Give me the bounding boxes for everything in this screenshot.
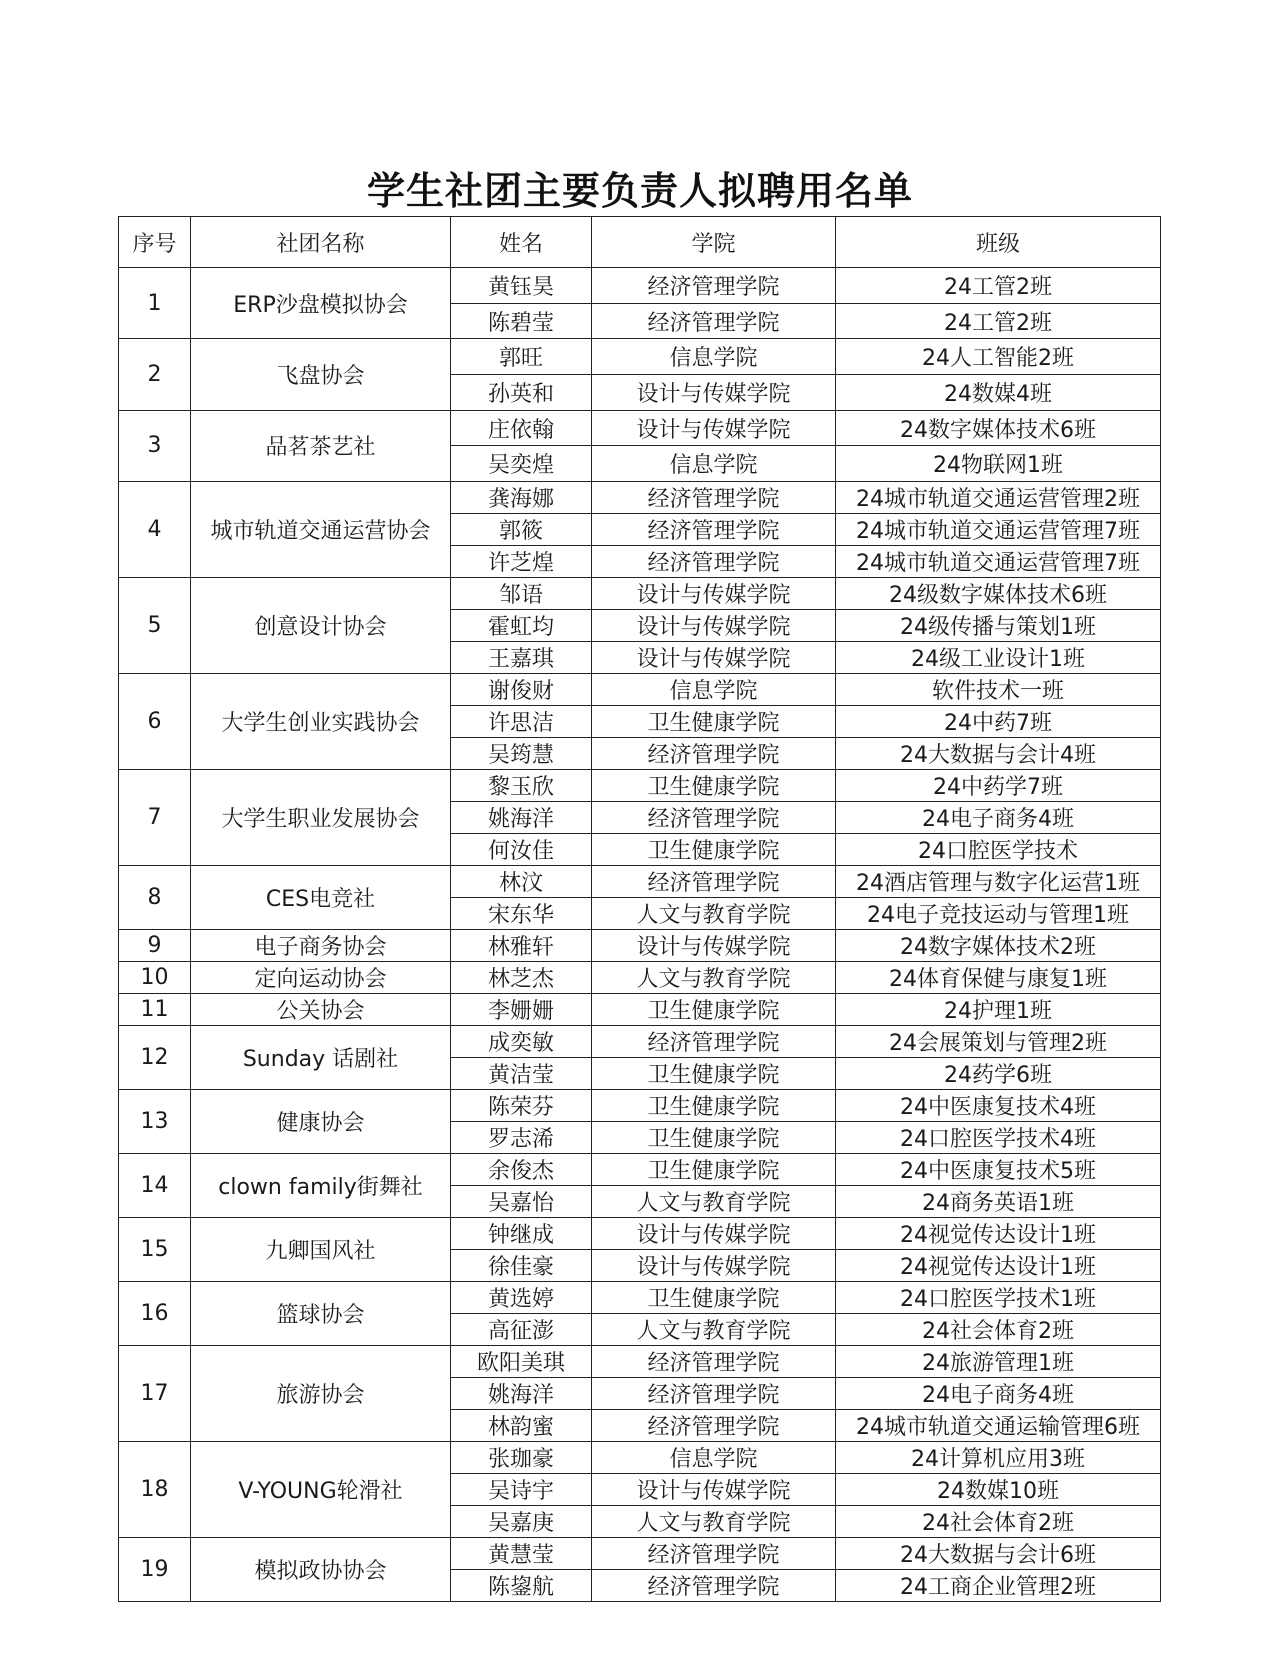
college-cell: 经济管理学院 — [592, 482, 836, 514]
person-name-cell: 姚海洋 — [451, 1378, 592, 1410]
person-name-cell: 宋东华 — [451, 898, 592, 930]
person-name-cell: 黄洁莹 — [451, 1058, 592, 1090]
club-name-cell: V-YOUNG轮滑社 — [191, 1442, 451, 1538]
class-cell: 24电子商务4班 — [836, 802, 1161, 834]
club-name-cell: 健康协会 — [191, 1090, 451, 1154]
class-cell: 24工管2班 — [836, 303, 1161, 339]
person-name-cell: 李姗姗 — [451, 994, 592, 1026]
club-name-cell: 模拟政协协会 — [191, 1538, 451, 1602]
club-name-cell: 电子商务协会 — [191, 930, 451, 962]
table-row — [119, 962, 1161, 994]
class-cell: 24数字媒体技术6班 — [836, 410, 1161, 446]
class-cell: 24工管2班 — [836, 268, 1161, 304]
serial-number-cell: 11 — [119, 994, 191, 1026]
person-name-cell: 黎玉欣 — [451, 770, 592, 802]
table-row — [119, 1442, 1161, 1474]
college-cell: 经济管理学院 — [592, 546, 836, 578]
person-name-cell: 邹语 — [451, 578, 592, 610]
class-cell: 24电子竞技运动与管理1班 — [836, 898, 1161, 930]
person-name-cell: 谢俊财 — [451, 674, 592, 706]
table-row — [119, 339, 1161, 375]
class-cell: 24电子商务4班 — [836, 1378, 1161, 1410]
person-name-cell: 钟继成 — [451, 1218, 592, 1250]
class-cell: 24级工业设计1班 — [836, 642, 1161, 674]
college-cell: 人文与教育学院 — [592, 962, 836, 994]
person-name-cell: 黄钰昊 — [451, 268, 592, 304]
club-name-cell: clown family街舞社 — [191, 1154, 451, 1218]
person-name-cell: 郭筱 — [451, 514, 592, 546]
college-cell: 经济管理学院 — [592, 268, 836, 304]
table-row — [119, 410, 1161, 446]
serial-number-cell: 2 — [119, 339, 191, 410]
class-cell: 24中药7班 — [836, 706, 1161, 738]
college-cell: 卫生健康学院 — [592, 994, 836, 1026]
college-cell: 经济管理学院 — [592, 1538, 836, 1570]
class-cell: 24级数字媒体技术6班 — [836, 578, 1161, 610]
serial-number-cell: 12 — [119, 1026, 191, 1090]
class-cell: 24体育保健与康复1班 — [836, 962, 1161, 994]
college-cell: 设计与传媒学院 — [592, 610, 836, 642]
serial-number-cell: 15 — [119, 1218, 191, 1282]
college-cell: 经济管理学院 — [592, 1346, 836, 1378]
header-club-name: 社团名称 — [191, 217, 451, 268]
class-cell: 24药学6班 — [836, 1058, 1161, 1090]
serial-number-cell: 18 — [119, 1442, 191, 1538]
club-name-cell: 创意设计协会 — [191, 578, 451, 674]
serial-number-cell: 7 — [119, 770, 191, 866]
class-cell: 24城市轨道交通运营管理2班 — [836, 482, 1161, 514]
college-cell: 经济管理学院 — [592, 303, 836, 339]
person-name-cell: 成奕敏 — [451, 1026, 592, 1058]
class-cell: 24级传播与策划1班 — [836, 610, 1161, 642]
class-cell: 24酒店管理与数字化运营1班 — [836, 866, 1161, 898]
table-row — [119, 1538, 1161, 1570]
class-cell: 24数字媒体技术2班 — [836, 930, 1161, 962]
class-cell: 24计算机应用3班 — [836, 1442, 1161, 1474]
college-cell: 信息学院 — [592, 446, 836, 482]
class-cell: 软件技术一班 — [836, 674, 1161, 706]
serial-number-cell: 3 — [119, 410, 191, 481]
serial-number-cell: 4 — [119, 482, 191, 578]
club-name-cell: 旅游协会 — [191, 1346, 451, 1442]
club-name-cell: 大学生职业发展协会 — [191, 770, 451, 866]
college-cell: 经济管理学院 — [592, 1378, 836, 1410]
page-title: 学生社团主要负责人拟聘用名单 — [366, 169, 913, 213]
serial-number-cell: 14 — [119, 1154, 191, 1218]
club-name-cell: 定向运动协会 — [191, 962, 451, 994]
person-name-cell: 高征澎 — [451, 1314, 592, 1346]
serial-number-cell: 19 — [119, 1538, 191, 1602]
class-cell: 24会展策划与管理2班 — [836, 1026, 1161, 1058]
class-cell: 24商务英语1班 — [836, 1186, 1161, 1218]
college-cell: 卫生健康学院 — [592, 1122, 836, 1154]
class-cell: 24人工智能2班 — [836, 339, 1161, 375]
person-name-cell: 林芝杰 — [451, 962, 592, 994]
person-name-cell: 吴诗宇 — [451, 1474, 592, 1506]
person-name-cell: 吴奕煌 — [451, 446, 592, 482]
class-cell: 24口腔医学技术 — [836, 834, 1161, 866]
person-name-cell: 罗志浠 — [451, 1122, 592, 1154]
person-name-cell: 龚海娜 — [451, 482, 592, 514]
club-name-cell: 大学生创业实践协会 — [191, 674, 451, 770]
college-cell: 人文与教育学院 — [592, 1186, 836, 1218]
table-row — [119, 866, 1161, 898]
header-person-name: 姓名 — [451, 217, 592, 268]
class-cell: 24城市轨道交通运输管理6班 — [836, 1410, 1161, 1442]
club-name-cell: 城市轨道交通运营协会 — [191, 482, 451, 578]
class-cell: 24中医康复技术4班 — [836, 1090, 1161, 1122]
college-cell: 经济管理学院 — [592, 866, 836, 898]
person-name-cell: 王嘉琪 — [451, 642, 592, 674]
table-row — [119, 1218, 1161, 1250]
class-cell: 24视觉传达设计1班 — [836, 1218, 1161, 1250]
college-cell: 设计与传媒学院 — [592, 375, 836, 411]
college-cell: 人文与教育学院 — [592, 898, 836, 930]
table-row — [119, 770, 1161, 802]
college-cell: 经济管理学院 — [592, 1410, 836, 1442]
college-cell: 人文与教育学院 — [592, 1506, 836, 1538]
serial-number-cell: 9 — [119, 930, 191, 962]
class-cell: 24城市轨道交通运营管理7班 — [836, 514, 1161, 546]
college-cell: 卫生健康学院 — [592, 1282, 836, 1314]
college-cell: 设计与传媒学院 — [592, 578, 836, 610]
person-name-cell: 何汝佳 — [451, 834, 592, 866]
person-name-cell: 吴嘉怡 — [451, 1186, 592, 1218]
table-body — [119, 268, 1161, 1602]
club-name-cell: 飞盘协会 — [191, 339, 451, 410]
class-cell: 24视觉传达设计1班 — [836, 1250, 1161, 1282]
class-cell: 24城市轨道交通运营管理7班 — [836, 546, 1161, 578]
serial-number-cell: 13 — [119, 1090, 191, 1154]
college-cell: 设计与传媒学院 — [592, 1250, 836, 1282]
college-cell: 卫生健康学院 — [592, 1090, 836, 1122]
header-row — [119, 217, 1161, 268]
class-cell: 24工商企业管理2班 — [836, 1570, 1161, 1602]
college-cell: 经济管理学院 — [592, 1026, 836, 1058]
club-name-cell: Sunday 话剧社 — [191, 1026, 451, 1090]
class-cell: 24口腔医学技术1班 — [836, 1282, 1161, 1314]
person-name-cell: 黄选婷 — [451, 1282, 592, 1314]
person-name-cell: 黄慧莹 — [451, 1538, 592, 1570]
college-cell: 卫生健康学院 — [592, 1058, 836, 1090]
person-name-cell: 陈鋆航 — [451, 1570, 592, 1602]
college-cell: 设计与传媒学院 — [592, 930, 836, 962]
class-cell: 24口腔医学技术4班 — [836, 1122, 1161, 1154]
college-cell: 人文与教育学院 — [592, 1314, 836, 1346]
college-cell: 设计与传媒学院 — [592, 410, 836, 446]
person-name-cell: 林汶 — [451, 866, 592, 898]
college-cell: 卫生健康学院 — [592, 834, 836, 866]
person-name-cell: 郭旺 — [451, 339, 592, 375]
college-cell: 经济管理学院 — [592, 802, 836, 834]
appointment-table — [118, 216, 1161, 1602]
header-class: 班级 — [836, 217, 1161, 268]
person-name-cell: 徐佳豪 — [451, 1250, 592, 1282]
college-cell: 卫生健康学院 — [592, 706, 836, 738]
header-serial-number: 序号 — [119, 217, 191, 268]
table-row — [119, 1026, 1161, 1058]
person-name-cell: 庄依翰 — [451, 410, 592, 446]
person-name-cell: 许思洁 — [451, 706, 592, 738]
college-cell: 经济管理学院 — [592, 1570, 836, 1602]
class-cell: 24中药学7班 — [836, 770, 1161, 802]
college-cell: 信息学院 — [592, 1442, 836, 1474]
class-cell: 24数媒4班 — [836, 375, 1161, 411]
class-cell: 24大数据与会计4班 — [836, 738, 1161, 770]
person-name-cell: 陈荣芬 — [451, 1090, 592, 1122]
class-cell: 24数媒10班 — [836, 1474, 1161, 1506]
serial-number-cell: 10 — [119, 962, 191, 994]
person-name-cell: 张珈豪 — [451, 1442, 592, 1474]
college-cell: 设计与传媒学院 — [592, 1474, 836, 1506]
club-name-cell: 九卿国风社 — [191, 1218, 451, 1282]
class-cell: 24旅游管理1班 — [836, 1346, 1161, 1378]
person-name-cell: 孙英和 — [451, 375, 592, 411]
table-row — [119, 1154, 1161, 1186]
serial-number-cell: 1 — [119, 268, 191, 339]
college-cell: 信息学院 — [592, 339, 836, 375]
table-row — [119, 1346, 1161, 1378]
serial-number-cell: 16 — [119, 1282, 191, 1346]
table-row — [119, 482, 1161, 514]
college-cell: 信息学院 — [592, 674, 836, 706]
person-name-cell: 林韵蜜 — [451, 1410, 592, 1442]
class-cell: 24社会体育2班 — [836, 1506, 1161, 1538]
serial-number-cell: 6 — [119, 674, 191, 770]
college-cell: 卫生健康学院 — [592, 1154, 836, 1186]
club-name-cell: 公关协会 — [191, 994, 451, 1026]
person-name-cell: 姚海洋 — [451, 802, 592, 834]
header-college: 学院 — [592, 217, 836, 268]
college-cell: 经济管理学院 — [592, 738, 836, 770]
college-cell: 设计与传媒学院 — [592, 1218, 836, 1250]
table-row — [119, 578, 1161, 610]
club-name-cell: 品茗茶艺社 — [191, 410, 451, 481]
serial-number-cell: 17 — [119, 1346, 191, 1442]
serial-number-cell: 8 — [119, 866, 191, 930]
class-cell: 24大数据与会计6班 — [836, 1538, 1161, 1570]
table-row — [119, 268, 1161, 304]
club-name-cell: ERP沙盘模拟协会 — [191, 268, 451, 339]
table-row — [119, 1282, 1161, 1314]
person-name-cell: 吴嘉庚 — [451, 1506, 592, 1538]
person-name-cell: 林雅轩 — [451, 930, 592, 962]
person-name-cell: 陈碧莹 — [451, 303, 592, 339]
person-name-cell: 吴筠慧 — [451, 738, 592, 770]
person-name-cell: 许芝煌 — [451, 546, 592, 578]
serial-number-cell: 5 — [119, 578, 191, 674]
person-name-cell: 余俊杰 — [451, 1154, 592, 1186]
class-cell: 24护理1班 — [836, 994, 1161, 1026]
person-name-cell: 霍虹均 — [451, 610, 592, 642]
club-name-cell: CES电竞社 — [191, 866, 451, 930]
class-cell: 24中医康复技术5班 — [836, 1154, 1161, 1186]
table-row — [119, 930, 1161, 962]
club-name-cell: 篮球协会 — [191, 1282, 451, 1346]
college-cell: 设计与传媒学院 — [592, 642, 836, 674]
person-name-cell: 欧阳美琪 — [451, 1346, 592, 1378]
table-row — [119, 674, 1161, 706]
class-cell: 24社会体育2班 — [836, 1314, 1161, 1346]
class-cell: 24物联网1班 — [836, 446, 1161, 482]
college-cell: 卫生健康学院 — [592, 770, 836, 802]
table-row — [119, 994, 1161, 1026]
table-row — [119, 1090, 1161, 1122]
table-header — [119, 217, 1161, 268]
college-cell: 经济管理学院 — [592, 514, 836, 546]
